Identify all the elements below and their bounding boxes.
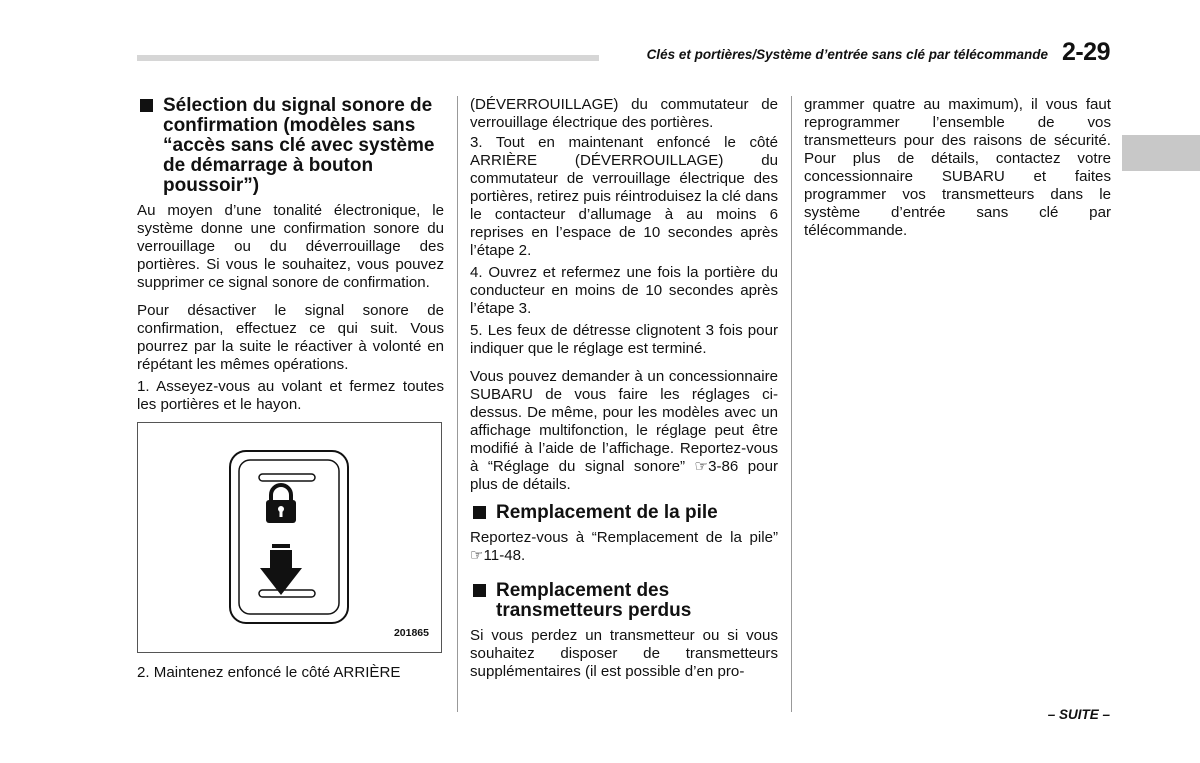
continued-marker: – SUITE – bbox=[1047, 707, 1110, 722]
step-2: 2. Maintenez enfoncé le côté ARRIÈRE bbox=[137, 664, 401, 681]
column-3 bbox=[804, 96, 1111, 240]
column-2 bbox=[470, 96, 778, 681]
step-4: 4. Ouvrez et refermez une fois la portière du conducteur en moins de 10 secondes après l’étape 3. bbox=[470, 264, 778, 317]
section-heading-text: Sélection du signal sonore de confirmation (modèles sans “accès sans clé avec système de démarrage à bouton poussoir”) bbox=[163, 95, 435, 196]
running-header: Clés et portières/Système d’entrée sans clé par télécommande bbox=[646, 47, 1048, 62]
column-1 bbox=[137, 96, 444, 682]
switch-illustration bbox=[137, 422, 442, 653]
column-divider bbox=[791, 96, 792, 712]
section-heading bbox=[137, 96, 444, 196]
paragraph: Si vous perdez un transmetteur ou si vous souhaitez disposer de transmetteurs supplémentaires (il est possible d’en pro- bbox=[470, 627, 778, 680]
header-rule bbox=[137, 55, 599, 61]
page-number: 2-29 bbox=[1061, 38, 1110, 66]
step-3: 3. Tout en maintenant enfoncé le côté ARRIÈRE (DÉVERROUILLAGE) du commutateur de verrouillage électrique des portières, retirez puis réintroduisez la clé dans le contacteur d’allumage à au moins 6 reprises en l’espace de 10 secondes après l’étape 2. bbox=[470, 134, 778, 259]
heading-bullet-icon bbox=[473, 584, 486, 597]
paragraph: Vous pouvez demander à un concessionnaire SUBARU de vous faire les réglages ci-dessus. De même, pour les modèles avec un affichage multifonction, le réglage peut être modifié à l’aide de l’affichage. Reportez-vous à “Réglage du signal sonore” ☞3-86 pour plus de détails. bbox=[470, 368, 778, 493]
section-heading bbox=[470, 581, 778, 621]
paragraph: (DÉVERROUILLAGE) du commutateur de verrouillage électrique des portières. bbox=[470, 96, 778, 131]
chapter-tab bbox=[1122, 135, 1200, 171]
paragraph: Pour désactiver le signal sonore de confirmation, effectuez ce qui suit. Vous pourrez par la suite le réactiver à volonté en répétant les mêmes opérations. bbox=[137, 302, 444, 373]
figure-number: 201865 bbox=[393, 627, 429, 639]
heading-bullet-icon bbox=[473, 506, 486, 519]
section-heading bbox=[470, 503, 778, 523]
paragraph: Reportez-vous à “Remplacement de la pile” ☞11-48. bbox=[470, 529, 778, 564]
step-1: 1. Asseyez-vous au volant et fermez toutes les portières et le hayon. bbox=[137, 378, 444, 413]
column-divider bbox=[457, 96, 458, 712]
step-5: 5. Les feux de détresse clignotent 3 fois pour indiquer que le réglage est terminé. bbox=[470, 322, 778, 357]
section-heading-text: Remplacement de la pile bbox=[496, 502, 718, 523]
paragraph: Au moyen d’une tonalité électronique, le système donne une confirmation sonore du verrouillage ou du déverrouillage des portières. Si vous le souhaitez, vous pouvez supprimer ce signal sonore de confirmation. bbox=[137, 202, 444, 291]
heading-bullet-icon bbox=[140, 99, 153, 112]
door-lock-switch-icon bbox=[138, 423, 443, 654]
section-heading-text: Remplacement des transmetteurs perdus bbox=[496, 580, 692, 621]
paragraph: grammer quatre au maximum), il vous faut reprogrammer l’ensemble de vos transmetteurs pour des raisons de sécurité. Pour plus de détails, contactez votre concessionnaire SUBARU et faites programmer vos transmetteurs dans le système d’entrée sans clé par télécommande. bbox=[804, 96, 1111, 239]
